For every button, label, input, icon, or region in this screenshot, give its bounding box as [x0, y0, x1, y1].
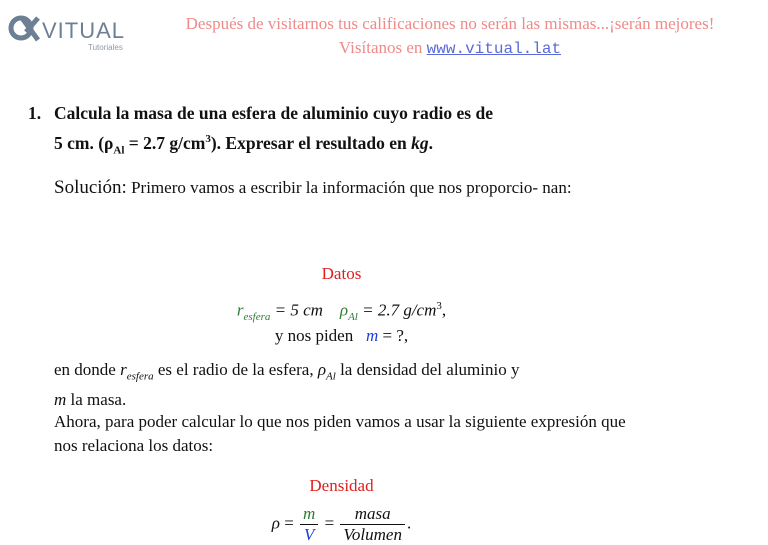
promo-banner	[140, 12, 760, 61]
solution-text: Primero vamos a escribir la información que nos proporcio- nan:	[131, 178, 572, 197]
banner-line-1: Después de visitarnos tus calificaciones no serán las mismas...¡serán mejores!	[185, 14, 715, 33]
density-subscript-inline: Al	[326, 370, 336, 383]
density-value: = 2.7 g/cm	[357, 300, 437, 320]
formula-equals: =	[320, 513, 339, 533]
al-subscript: Al	[113, 144, 125, 157]
explanation-paragraph-2: Ahora, para poder calcular lo que nos piden vamos a usar la siguiente expresión que nos relaciona los datos:	[54, 412, 626, 455]
logo-wordmark: VITUAL	[42, 18, 126, 43]
vitual-logo[interactable]	[8, 14, 136, 54]
logo-subtitle: Tutoriales	[88, 43, 123, 52]
radius-subscript-inline: esfera	[126, 370, 154, 383]
density-formula	[54, 504, 629, 545]
datos-title: Datos	[321, 264, 362, 283]
radius-value: = 5 cm	[270, 300, 323, 320]
density-symbol: ρ	[339, 300, 349, 320]
fraction-denominator: V	[300, 524, 318, 545]
formula-equals: =	[279, 513, 299, 533]
explain-text: es el radio de la esfera,	[153, 360, 318, 379]
cubic-superscript: 3	[205, 133, 211, 145]
kg-unit: kg	[411, 132, 429, 153]
problem-line-1: Calcula la masa de una esfera de aluminio cuyo radio es de	[54, 103, 493, 123]
density-comma: ,	[441, 300, 447, 320]
mass-symbol-inline: m	[54, 390, 67, 410]
formula-rho: ρ	[271, 513, 280, 533]
explain-text: la masa.	[66, 390, 127, 410]
densidad-title: Densidad	[309, 476, 374, 495]
problem-text-segment: ). Expresar el resultado en	[210, 132, 412, 153]
banner-prefix: Visítanos en	[338, 38, 423, 57]
problem-statement	[28, 100, 638, 163]
mass-unknown: = ?,	[378, 326, 409, 345]
explain-text: la densidad del aluminio y	[335, 360, 520, 379]
vitual-logo-icon	[8, 14, 44, 44]
explain-text: en donde	[54, 360, 121, 379]
density-subscript: Al	[348, 311, 358, 324]
solution-intro	[54, 175, 639, 201]
radius-subscript: esfera	[243, 311, 271, 324]
problem-text-segment: 5 cm. (ρ	[54, 132, 114, 153]
site-link[interactable]: www.vitual.lat	[426, 40, 562, 58]
banner-line-2	[140, 36, 760, 61]
explanation-paragraph-1	[54, 358, 634, 412]
fraction-numerator: masa	[354, 504, 391, 523]
density-symbol-inline: ρ	[317, 360, 327, 379]
formula-period: .	[406, 513, 412, 533]
datos-line-2	[54, 326, 629, 346]
problem-text-segment: .	[428, 132, 434, 153]
radius-symbol-inline: r	[120, 360, 127, 379]
problem-text	[54, 100, 638, 163]
problem-text-segment: = 2.7 g/cm	[124, 132, 206, 153]
problem-line-2	[54, 126, 638, 163]
piden-text: y nos piden	[274, 326, 354, 345]
fraction-denominator: Volumen	[340, 524, 405, 545]
fraction-numerator: m	[303, 504, 316, 523]
mass-symbol: m	[365, 326, 379, 345]
density-superscript: 3	[436, 300, 442, 312]
datos-line-1	[54, 300, 629, 323]
problem-number: 1.	[28, 103, 42, 123]
radius-symbol: r	[236, 300, 244, 320]
fraction-masa-over-volumen	[340, 504, 405, 545]
fraction-m-over-v	[300, 504, 318, 545]
solution-heading: Solución:	[54, 177, 127, 198]
